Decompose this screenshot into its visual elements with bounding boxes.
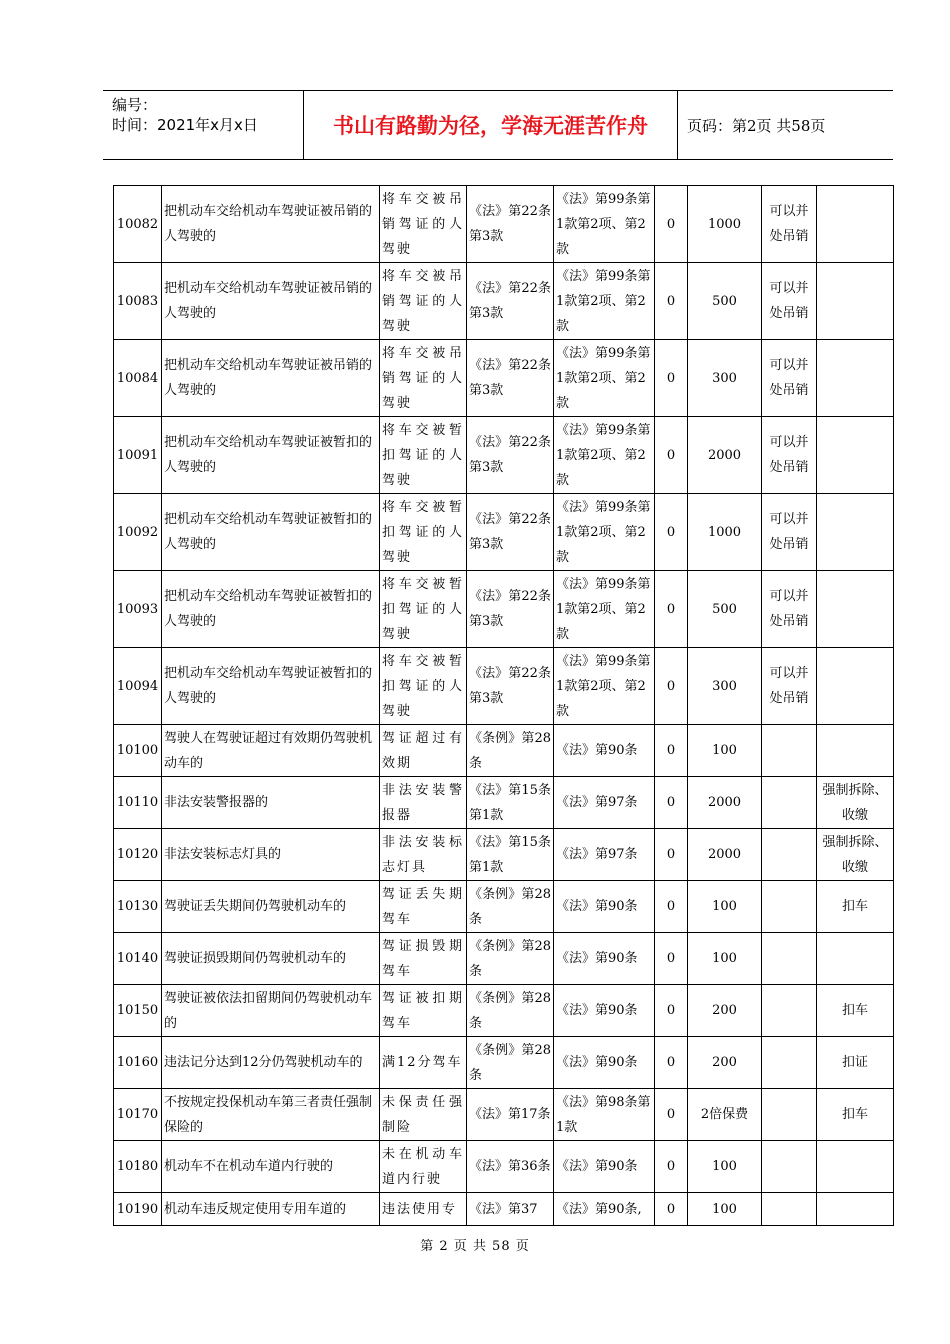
cell-points: 0 bbox=[655, 263, 688, 340]
cell-fine: 1000 bbox=[688, 494, 762, 571]
cell-act: 非法安装警报器 bbox=[380, 777, 467, 829]
cell-measure bbox=[817, 571, 894, 648]
cell-act: 未在机动车道内行驶 bbox=[380, 1141, 467, 1193]
cell-fine: 500 bbox=[688, 571, 762, 648]
cell-legal-basis: 《法》第37 bbox=[467, 1193, 554, 1226]
number-label: 编号： bbox=[112, 96, 158, 114]
cell-code: 10120 bbox=[114, 829, 162, 881]
cell-code: 10160 bbox=[114, 1037, 162, 1089]
header-page-info: 页码：第2页 共58页 bbox=[687, 116, 826, 135]
cell-code: 10092 bbox=[114, 494, 162, 571]
cell-act: 非法安装标志灯具 bbox=[380, 829, 467, 881]
cell-code: 10180 bbox=[114, 1141, 162, 1193]
cell-legal-basis: 《法》第22条第3款 bbox=[467, 186, 554, 263]
cell-act: 将车交被暂扣驾证的人驾驶 bbox=[380, 417, 467, 494]
cell-legal-basis: 《法》第17条 bbox=[467, 1089, 554, 1141]
cell-code: 10093 bbox=[114, 571, 162, 648]
cell-fine: 300 bbox=[688, 648, 762, 725]
cell-points: 0 bbox=[655, 777, 688, 829]
table-row bbox=[114, 494, 894, 571]
cell-penalty-basis: 《法》第90条 bbox=[554, 1141, 655, 1193]
cell-act: 驾证损毁期驾车 bbox=[380, 933, 467, 985]
cell-penalty-basis: 《法》第97条 bbox=[554, 829, 655, 881]
cell-fine: 100 bbox=[688, 933, 762, 985]
cell-act: 违法使用专 bbox=[380, 1193, 467, 1226]
cell-points: 0 bbox=[655, 648, 688, 725]
cell-measure: 强制拆除、收缴 bbox=[817, 777, 894, 829]
cell-code: 10084 bbox=[114, 340, 162, 417]
cell-measure bbox=[817, 933, 894, 985]
cell-measure bbox=[817, 263, 894, 340]
cell-fine: 100 bbox=[688, 1141, 762, 1193]
cell-fine: 1000 bbox=[688, 186, 762, 263]
cell-legal-basis: 《法》第15条第1款 bbox=[467, 777, 554, 829]
cell-other-penalty bbox=[762, 1089, 817, 1141]
table-row bbox=[114, 263, 894, 340]
cell-other-penalty bbox=[762, 985, 817, 1037]
cell-other-penalty bbox=[762, 1193, 817, 1226]
cell-legal-basis: 《法》第22条第3款 bbox=[467, 571, 554, 648]
cell-fine: 100 bbox=[688, 881, 762, 933]
cell-penalty-basis: 《法》第99条第1款第2项、第2款 bbox=[554, 186, 655, 263]
cell-other-penalty: 可以并处吊销 bbox=[762, 417, 817, 494]
cell-other-penalty: 可以并处吊销 bbox=[762, 571, 817, 648]
cell-code: 10082 bbox=[114, 186, 162, 263]
cell-measure bbox=[817, 494, 894, 571]
cell-act: 驾证被扣期驾车 bbox=[380, 985, 467, 1037]
cell-act: 驾证丢失期驾车 bbox=[380, 881, 467, 933]
cell-other-penalty bbox=[762, 881, 817, 933]
cell-description: 驾驶证损毁期间仍驾驶机动车的 bbox=[162, 933, 380, 985]
cell-measure: 扣车 bbox=[817, 881, 894, 933]
cell-code: 10130 bbox=[114, 881, 162, 933]
cell-act: 未保责任强制险 bbox=[380, 1089, 467, 1141]
table-row bbox=[114, 829, 894, 881]
cell-fine: 2000 bbox=[688, 777, 762, 829]
cell-description: 驾驶人在驾驶证超过有效期仍驾驶机动车的 bbox=[162, 725, 380, 777]
cell-measure bbox=[817, 1193, 894, 1226]
cell-act: 将车交被吊销驾证的人驾驶 bbox=[380, 340, 467, 417]
cell-other-penalty bbox=[762, 933, 817, 985]
cell-description: 机动车违反规定使用专用车道的 bbox=[162, 1193, 380, 1226]
cell-description: 把机动车交给机动车驾驶证被暂扣的人驾驶的 bbox=[162, 417, 380, 494]
table-row bbox=[114, 881, 894, 933]
cell-measure: 扣车 bbox=[817, 985, 894, 1037]
table-row bbox=[114, 725, 894, 777]
cell-code: 10150 bbox=[114, 985, 162, 1037]
table-row bbox=[114, 1193, 894, 1226]
cell-penalty-basis: 《法》第99条第1款第2项、第2款 bbox=[554, 494, 655, 571]
cell-other-penalty bbox=[762, 829, 817, 881]
cell-measure: 扣证 bbox=[817, 1037, 894, 1089]
cell-description: 把机动车交给机动车驾驶证被吊销的人驾驶的 bbox=[162, 340, 380, 417]
table-row bbox=[114, 1037, 894, 1089]
cell-points: 0 bbox=[655, 829, 688, 881]
cell-penalty-basis: 《法》第99条第1款第2项、第2款 bbox=[554, 417, 655, 494]
cell-points: 0 bbox=[655, 1141, 688, 1193]
cell-description: 把机动车交给机动车驾驶证被吊销的人驾驶的 bbox=[162, 186, 380, 263]
cell-fine: 2000 bbox=[688, 417, 762, 494]
cell-points: 0 bbox=[655, 881, 688, 933]
table-row bbox=[114, 648, 894, 725]
table-row bbox=[114, 340, 894, 417]
cell-measure bbox=[817, 186, 894, 263]
cell-description: 驾驶证丢失期间仍驾驶机动车的 bbox=[162, 881, 380, 933]
cell-points: 0 bbox=[655, 1089, 688, 1141]
cell-points: 0 bbox=[655, 1193, 688, 1226]
cell-description: 非法安装标志灯具的 bbox=[162, 829, 380, 881]
violation-table-body bbox=[114, 186, 894, 1226]
table-row bbox=[114, 777, 894, 829]
cell-legal-basis: 《条例》第28条 bbox=[467, 1037, 554, 1089]
cell-code: 10094 bbox=[114, 648, 162, 725]
cell-fine: 200 bbox=[688, 985, 762, 1037]
cell-act: 将车交被吊销驾证的人驾驶 bbox=[380, 186, 467, 263]
cell-legal-basis: 《法》第36条 bbox=[467, 1141, 554, 1193]
cell-measure bbox=[817, 340, 894, 417]
header-divider bbox=[677, 91, 678, 159]
time-label: 时间：2021年x月x日 bbox=[112, 116, 258, 134]
violation-table bbox=[113, 185, 894, 1226]
cell-fine: 2倍保费 bbox=[688, 1089, 762, 1141]
cell-points: 0 bbox=[655, 494, 688, 571]
table-row bbox=[114, 571, 894, 648]
cell-measure: 强制拆除、收缴 bbox=[817, 829, 894, 881]
cell-fine: 100 bbox=[688, 1193, 762, 1226]
cell-penalty-basis: 《法》第90条 bbox=[554, 1037, 655, 1089]
cell-fine: 200 bbox=[688, 1037, 762, 1089]
cell-code: 10140 bbox=[114, 933, 162, 985]
cell-points: 0 bbox=[655, 933, 688, 985]
cell-points: 0 bbox=[655, 340, 688, 417]
cell-measure: 扣车 bbox=[817, 1089, 894, 1141]
cell-description: 把机动车交给机动车驾驶证被暂扣的人驾驶的 bbox=[162, 648, 380, 725]
cell-penalty-basis: 《法》第99条第1款第2项、第2款 bbox=[554, 263, 655, 340]
cell-points: 0 bbox=[655, 186, 688, 263]
cell-fine: 100 bbox=[688, 725, 762, 777]
cell-points: 0 bbox=[655, 571, 688, 648]
cell-penalty-basis: 《法》第90条 bbox=[554, 933, 655, 985]
cell-measure bbox=[817, 725, 894, 777]
table-row bbox=[114, 985, 894, 1037]
table-row bbox=[114, 933, 894, 985]
cell-penalty-basis: 《法》第90条 bbox=[554, 985, 655, 1037]
cell-description: 机动车不在机动车道内行驶的 bbox=[162, 1141, 380, 1193]
cell-code: 10190 bbox=[114, 1193, 162, 1226]
cell-code: 10083 bbox=[114, 263, 162, 340]
page-footer: 第 2 页 共 58 页 bbox=[420, 1239, 530, 1254]
cell-measure bbox=[817, 417, 894, 494]
cell-other-penalty: 可以并处吊销 bbox=[762, 186, 817, 263]
cell-legal-basis: 《法》第22条第3款 bbox=[467, 340, 554, 417]
cell-penalty-basis: 《法》第97条 bbox=[554, 777, 655, 829]
cell-code: 10100 bbox=[114, 725, 162, 777]
table-row bbox=[114, 417, 894, 494]
cell-description: 非法安装警报器的 bbox=[162, 777, 380, 829]
cell-measure bbox=[817, 1141, 894, 1193]
cell-act: 将车交被暂扣驾证的人驾驶 bbox=[380, 494, 467, 571]
cell-fine: 300 bbox=[688, 340, 762, 417]
cell-code: 10110 bbox=[114, 777, 162, 829]
cell-legal-basis: 《法》第22条第3款 bbox=[467, 263, 554, 340]
cell-penalty-basis: 《法》第99条第1款第2项、第2款 bbox=[554, 648, 655, 725]
cell-other-penalty: 可以并处吊销 bbox=[762, 494, 817, 571]
cell-other-penalty: 可以并处吊销 bbox=[762, 340, 817, 417]
cell-other-penalty bbox=[762, 1141, 817, 1193]
cell-act: 将车交被暂扣驾证的人驾驶 bbox=[380, 571, 467, 648]
cell-act: 驾证超过有效期 bbox=[380, 725, 467, 777]
cell-penalty-basis: 《法》第90条 bbox=[554, 725, 655, 777]
page-header bbox=[103, 90, 893, 160]
cell-code: 10170 bbox=[114, 1089, 162, 1141]
cell-legal-basis: 《法》第22条第3款 bbox=[467, 417, 554, 494]
cell-other-penalty: 可以并处吊销 bbox=[762, 648, 817, 725]
cell-penalty-basis: 《法》第99条第1款第2项、第2款 bbox=[554, 571, 655, 648]
cell-legal-basis: 《条例》第28条 bbox=[467, 725, 554, 777]
cell-code: 10091 bbox=[114, 417, 162, 494]
cell-legal-basis: 《条例》第28条 bbox=[467, 933, 554, 985]
table-row bbox=[114, 186, 894, 263]
cell-penalty-basis: 《法》第90条, bbox=[554, 1193, 655, 1226]
cell-legal-basis: 《法》第22条第3款 bbox=[467, 494, 554, 571]
cell-description: 把机动车交给机动车驾驶证被暂扣的人驾驶的 bbox=[162, 494, 380, 571]
cell-legal-basis: 《法》第22条第3款 bbox=[467, 648, 554, 725]
cell-legal-basis: 《条例》第28条 bbox=[467, 881, 554, 933]
cell-description: 把机动车交给机动车驾驶证被吊销的人驾驶的 bbox=[162, 263, 380, 340]
cell-fine: 2000 bbox=[688, 829, 762, 881]
header-motto: 书山有路勤为径，学海无涯苦作舟 bbox=[333, 114, 648, 138]
cell-points: 0 bbox=[655, 985, 688, 1037]
cell-other-penalty bbox=[762, 777, 817, 829]
header-meta bbox=[103, 91, 303, 159]
cell-act: 将车交被暂扣驾证的人驾驶 bbox=[380, 648, 467, 725]
cell-description: 把机动车交给机动车驾驶证被暂扣的人驾驶的 bbox=[162, 571, 380, 648]
cell-points: 0 bbox=[655, 1037, 688, 1089]
cell-penalty-basis: 《法》第99条第1款第2项、第2款 bbox=[554, 340, 655, 417]
cell-penalty-basis: 《法》第98条第1款 bbox=[554, 1089, 655, 1141]
cell-measure bbox=[817, 648, 894, 725]
cell-fine: 500 bbox=[688, 263, 762, 340]
cell-description: 驾驶证被依法扣留期间仍驾驶机动车的 bbox=[162, 985, 380, 1037]
cell-description: 不按规定投保机动车第三者责任强制保险的 bbox=[162, 1089, 380, 1141]
table-row bbox=[114, 1089, 894, 1141]
cell-points: 0 bbox=[655, 417, 688, 494]
cell-penalty-basis: 《法》第90条 bbox=[554, 881, 655, 933]
table-row bbox=[114, 1141, 894, 1193]
cell-legal-basis: 《条例》第28条 bbox=[467, 985, 554, 1037]
cell-points: 0 bbox=[655, 725, 688, 777]
cell-other-penalty bbox=[762, 1037, 817, 1089]
cell-other-penalty: 可以并处吊销 bbox=[762, 263, 817, 340]
cell-description: 违法记分达到12分仍驾驶机动车的 bbox=[162, 1037, 380, 1089]
cell-other-penalty bbox=[762, 725, 817, 777]
cell-act: 将车交被吊销驾证的人驾驶 bbox=[380, 263, 467, 340]
cell-legal-basis: 《法》第15条第1款 bbox=[467, 829, 554, 881]
cell-act: 满12分驾车 bbox=[380, 1037, 467, 1089]
